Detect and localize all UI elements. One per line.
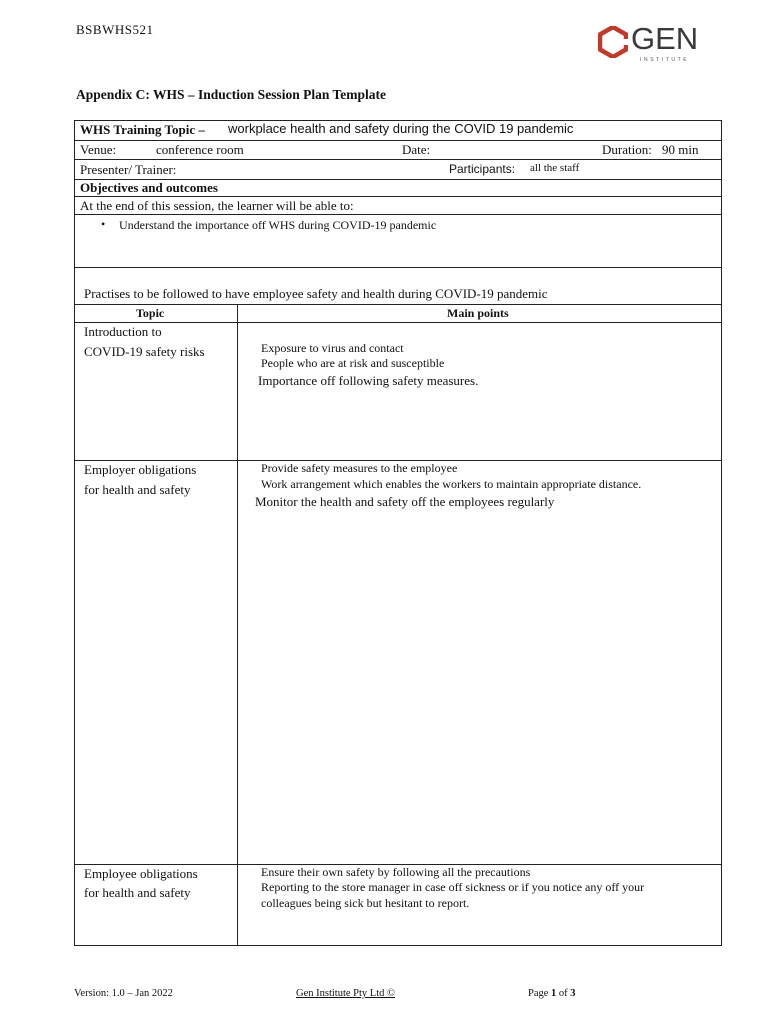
objectives-intro: At the end of this session, the learner will be able to:: [80, 198, 354, 213]
main-point: Work arrangement which enables the workers to maintain appropriate distance.: [261, 477, 642, 491]
main-point: Monitor the health and safety off the employees regularly: [255, 494, 555, 509]
main-point: colleagues being sick but hesitant to report.: [261, 896, 470, 910]
topic-label: WHS Training Topic –: [80, 122, 205, 137]
hexagon-logo-icon: [598, 26, 628, 58]
main-point: Exposure to virus and contact: [261, 341, 404, 355]
page-of: of: [556, 988, 571, 999]
page-prefix: Page: [528, 988, 552, 999]
row-divider: [74, 304, 722, 305]
duration-label: Duration:: [602, 142, 652, 157]
column-divider: [237, 304, 238, 946]
topic-cell: Employer obligations: [84, 462, 197, 477]
row-divider: [74, 140, 722, 141]
objective-item: Understand the importance off WHS during COVID-19 pandemic: [119, 218, 437, 232]
gen-institute-logo: [598, 21, 710, 64]
row-divider: [74, 214, 722, 215]
footer-company: Gen Institute Pty Ltd ©: [296, 988, 395, 999]
document-title: Appendix C: WHS – Induction Session Plan Template: [76, 87, 386, 102]
date-label: Date:: [402, 142, 431, 157]
duration-value: 90 min: [662, 142, 699, 157]
row-divider: [74, 322, 722, 323]
logo-subtext: INSTITUTE: [640, 57, 690, 63]
bullet-icon: •: [101, 217, 106, 231]
footer-page-number: [528, 988, 576, 999]
row-divider: [74, 267, 722, 268]
participants-label: Participants:: [449, 162, 516, 176]
session-plan-table: [74, 120, 722, 946]
column-header-topic: Topic: [136, 306, 165, 320]
page-current: 1: [551, 988, 557, 999]
footer-version: Version: 1.0 – Jan 2022: [74, 988, 173, 999]
venue-value: conference room: [156, 142, 244, 157]
practises-heading: Practises to be followed to have employee safety and health during COVID-19 pandemic: [84, 286, 548, 301]
topic-cell: for health and safety: [84, 885, 191, 900]
presenter-label: Presenter/ Trainer:: [80, 162, 177, 177]
topic-cell: COVID-19 safety risks: [84, 344, 205, 359]
row-divider: [74, 159, 722, 160]
main-point: Ensure their own safety by following all the precautions: [261, 865, 531, 879]
row-divider: [74, 196, 722, 197]
course-code: BSBWHS521: [76, 22, 154, 37]
column-header-main-points: Main points: [447, 306, 509, 320]
participants-value: all the staff: [530, 162, 580, 174]
main-point: Reporting to the store manager in case off sickness or if you notice any off your: [261, 880, 645, 894]
topic-cell: for health and safety: [84, 482, 191, 497]
topic-value: workplace health and safety during the COVID 19 pandemic: [228, 121, 574, 136]
topic-cell: Employee obligations: [84, 866, 198, 881]
main-point: People who are at risk and susceptible: [261, 356, 445, 370]
page-total: 3: [570, 988, 576, 999]
logo-wordmark: GEN: [631, 21, 699, 56]
main-point: Importance off following safety measures.: [258, 373, 479, 388]
venue-label: Venue:: [80, 142, 117, 157]
objectives-heading: Objectives and outcomes: [80, 180, 218, 195]
topic-cell: Introduction to: [84, 324, 162, 339]
main-point: Provide safety measures to the employee: [261, 461, 458, 475]
